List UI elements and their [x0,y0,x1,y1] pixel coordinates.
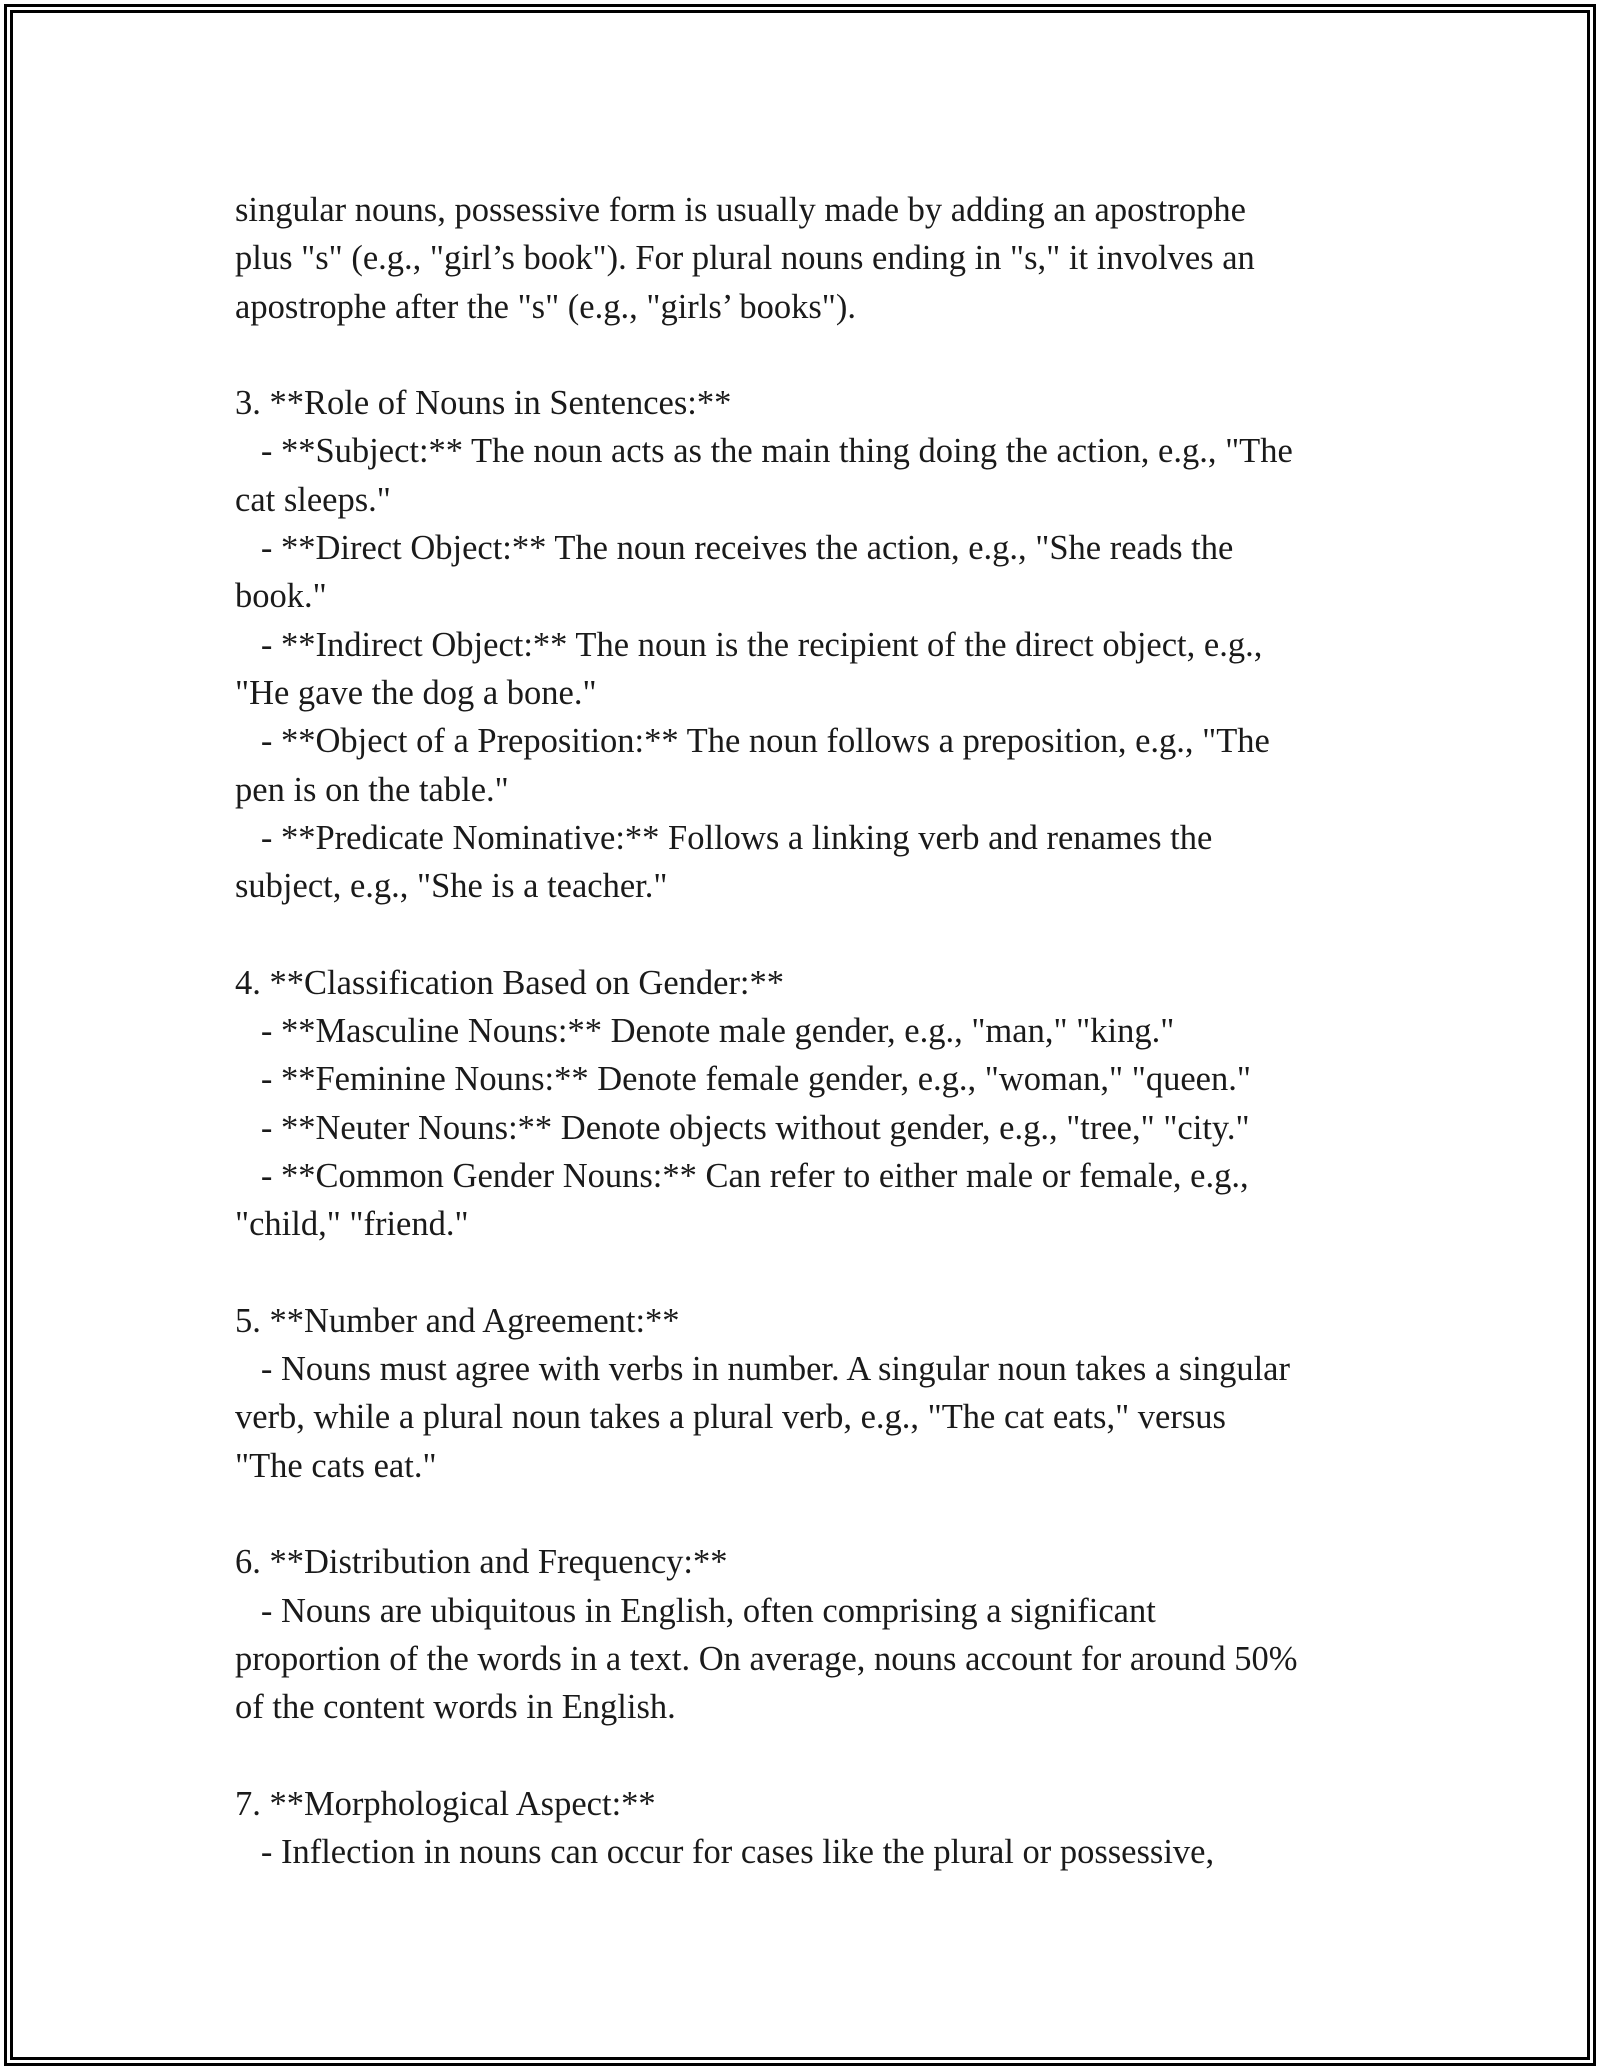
blank-line [235,1732,1385,1780]
text-line: - **Feminine Nouns:** Denote female gender, e.g., "woman," "queen." [235,1060,1251,1099]
text-line: of the content words in English. [235,1688,676,1727]
text-line: - **Masculine Nouns:** Denote male gender, e.g., "man," "king." [235,1012,1175,1051]
text-line: - Nouns must agree with verbs in number. A singular noun takes a singular [235,1350,1290,1389]
text-line: "child," "friend." [235,1205,469,1244]
section-heading: 6. **Distribution and Frequency:** [235,1543,728,1582]
blank-line [235,1249,1385,1297]
text-line: - **Common Gender Nouns:** Can refer to either male or female, e.g., [235,1156,1249,1195]
text-line: apostrophe after the "s" (e.g., "girls’ books"). [235,287,856,326]
text-line: pen is on the table." [235,770,509,809]
text-line: plus "s" (e.g., "girl’s book"). For plural nouns ending in "s," it involves an [235,239,1255,278]
text-line: - **Neuter Nouns:** Denote objects without gender, e.g., "tree," "city." [235,1108,1250,1147]
text-line: - Inflection in nouns can occur for cases like the plural or possessive, [235,1833,1215,1872]
text-line: singular nouns, possessive form is usually made by adding an apostrophe [235,191,1246,229]
text-line: - **Predicate Nominative:** Follows a linking verb and renames the [235,818,1213,857]
section-heading: 7. **Morphological Aspect:** [235,1784,656,1823]
text-line: "The cats eat." [235,1446,437,1485]
text-line: cat sleeps." [235,480,391,519]
text-line: - **Subject:** The noun acts as the main thing doing the action, e.g., "The [235,432,1293,471]
text-line: proportion of the words in a text. On average, nouns account for around 50% [235,1639,1298,1678]
text-line: book." [235,577,327,616]
blank-line [235,1490,1385,1538]
blank-line [235,910,1385,958]
blank-line [235,331,1385,379]
text-line: - **Direct Object:** The noun receives the action, e.g., "She reads the [235,529,1234,568]
section-heading: 5. **Number and Agreement:** [235,1301,680,1340]
text-line: - Nouns are ubiquitous in English, often comprising a significant [235,1591,1156,1630]
section-heading: 4. **Classification Based on Gender:** [235,963,785,1002]
text-line: verb, while a plural noun takes a plural verb, e.g., "The cat eats," versus [235,1398,1226,1437]
text-line: subject, e.g., "She is a teacher." [235,867,668,906]
text-line: - **Object of a Preposition:** The noun follows a preposition, e.g., "The [235,722,1270,761]
text-line: "He gave the dog a bone." [235,673,597,712]
text-line: - **Indirect Object:** The noun is the recipient of the direct object, e.g., [235,625,1263,664]
section-heading: 3. **Role of Nouns in Sentences:** [235,384,732,423]
document-body [235,186,1385,1876]
